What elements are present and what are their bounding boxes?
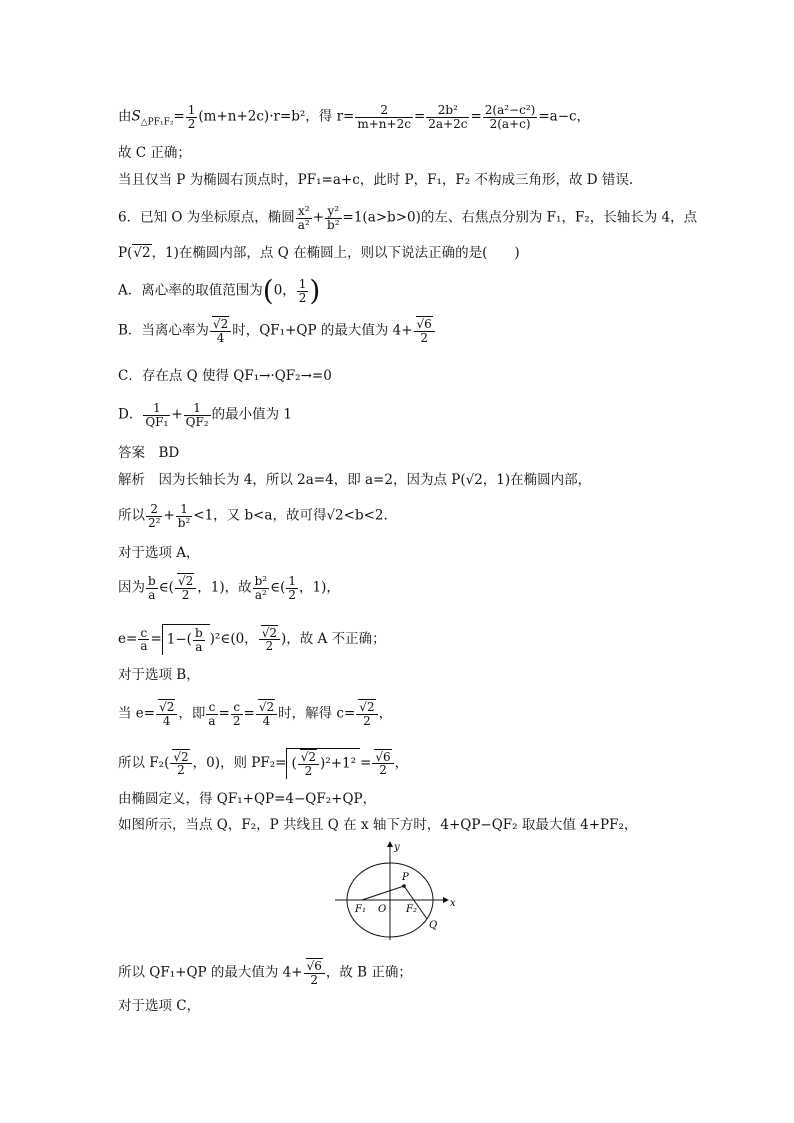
text: 时，QF₁+QP 的最大值为 4+: [232, 322, 413, 339]
text: ∈(0，: [220, 631, 258, 648]
sqrt: √ 2: [258, 699, 275, 714]
fraction: [253, 575, 270, 601]
text: 6．已知 O 为坐标原点，椭圆: [118, 209, 295, 226]
text: 2: [363, 713, 371, 728]
text: 2: [181, 587, 190, 602]
text: ，故 B 正确；: [325, 964, 412, 981]
text: x²: [296, 205, 312, 219]
text: b: [148, 574, 156, 588]
text: b: [194, 626, 203, 640]
text: 2: [298, 290, 307, 305]
text: 1−(: [166, 631, 192, 648]
text: y²: [325, 205, 342, 219]
text: 2: [146, 503, 162, 517]
text: 2(a+c): [489, 116, 531, 131]
solution-line: [118, 503, 388, 529]
segment-f1p: [362, 886, 404, 900]
sqrt: √ 2: [158, 699, 175, 714]
text: 1: [143, 402, 170, 416]
text: 时，解得 c=: [278, 705, 356, 722]
sqrt: √ 2: [212, 316, 229, 331]
text: 2: [177, 763, 185, 778]
text: c: [206, 701, 217, 715]
solution-line: [118, 748, 408, 779]
text: (: [262, 274, 274, 308]
text: QF₂: [185, 414, 209, 429]
text: a²: [297, 217, 310, 232]
point-p: [402, 884, 406, 888]
text: =a−c，: [538, 108, 591, 125]
text: B．当离心率为: [118, 322, 209, 339]
text: =: [150, 631, 162, 648]
solution-line: [118, 960, 412, 986]
fraction: [355, 104, 413, 130]
text: =: [413, 108, 426, 125]
text: 的最小值为 1: [211, 406, 292, 423]
text: 2: [355, 104, 413, 118]
text: 2: [187, 116, 196, 131]
fraction: [143, 402, 170, 428]
text: c: [138, 627, 149, 641]
text: 由: [118, 108, 132, 125]
text: =: [470, 108, 482, 125]
fraction: [231, 701, 243, 727]
solution-line: 对于选项 C，: [118, 998, 201, 1014]
fraction: [193, 627, 205, 653]
text: a: [208, 713, 216, 728]
text: )²+1²: [320, 755, 357, 772]
solution-line: 如图所示，当点 Q，F₂，P 共线且 Q 在 x 轴下方时，4+QP−QF₂ 取最大值 4+PF₂，: [118, 817, 638, 833]
fraction: [356, 701, 377, 727]
fraction: [170, 751, 191, 777]
text: (m+n+2c)·r=b²，得 r=: [198, 108, 355, 125]
fraction: [325, 205, 342, 231]
text: 2: [265, 639, 274, 654]
text: =: [360, 755, 372, 772]
text: ，0)，则 PF₂=: [192, 755, 287, 772]
label-p: P: [402, 872, 409, 883]
text: <1，又 b<a，故可得√2<b<2.: [193, 507, 388, 524]
option-d: [118, 402, 292, 428]
text: 1: [187, 103, 196, 117]
text: )，故 A 不正确；: [280, 631, 386, 648]
fraction: [138, 627, 149, 653]
text: )²: [209, 631, 221, 648]
label-f2: F₂: [406, 904, 417, 915]
fraction: [175, 575, 196, 601]
text: +: [163, 507, 175, 524]
fraction: [372, 751, 393, 777]
text: +: [312, 209, 325, 226]
fraction: [296, 205, 312, 231]
paragraph: 故 C 正确；: [118, 145, 191, 161]
text: ，1)在椭圆内部，点 Q 在椭圆上，则以下说法正确的是( ): [151, 245, 520, 261]
fraction: [206, 701, 217, 727]
fraction: [186, 104, 198, 130]
question-6-stem-cont: [118, 243, 520, 263]
formula-line-1: [118, 104, 590, 132]
text: b²: [177, 515, 191, 530]
text: 2: [232, 713, 241, 728]
text: S: [131, 108, 141, 125]
text: 4: [262, 713, 271, 728]
ellipse-figure: [330, 838, 465, 944]
fraction: [483, 104, 538, 130]
text: 因为: [118, 579, 145, 596]
text: 所以 QF₁+QP 的最大值为 4+: [118, 964, 303, 981]
fraction: [304, 960, 325, 986]
label-y: y: [394, 842, 400, 853]
question-6-stem: [118, 205, 697, 231]
text: 1: [298, 277, 307, 291]
solution-line: [118, 701, 392, 727]
text: P(: [118, 245, 133, 261]
sqrt: √ 2: [132, 244, 151, 261]
solution-line: 对于选项 B，: [118, 667, 200, 683]
text: 1: [176, 503, 193, 517]
text: 所以: [118, 507, 145, 524]
fraction: [146, 503, 162, 529]
fraction: [414, 318, 435, 344]
text: 4: [216, 330, 225, 345]
text: ，: [394, 755, 409, 772]
sqrt: √ 2: [172, 749, 189, 764]
text: b²: [327, 217, 340, 232]
sqrt-block: [162, 624, 210, 655]
text: ∈(: [270, 579, 286, 596]
text: QF₁: [145, 414, 169, 429]
text: 2: [288, 587, 297, 602]
fraction: [146, 575, 158, 601]
text: c: [231, 701, 243, 715]
text: 2(a²−c²): [484, 103, 536, 117]
text: 2a+2c: [428, 116, 468, 131]
answer: 答案 BD: [118, 445, 180, 461]
fraction: [259, 627, 280, 653]
sqrt: √ 6: [416, 316, 433, 331]
text: a: [140, 639, 148, 654]
text: ，: [378, 705, 393, 722]
fraction: [184, 402, 211, 428]
sqrt: √ 2: [261, 625, 278, 640]
text: 所以 F₂(: [118, 755, 170, 772]
label-x: x: [450, 898, 456, 909]
text: 0，: [273, 282, 296, 299]
option-a: [118, 274, 321, 308]
label-o: O: [378, 904, 387, 915]
solution-line: 解析 因为长轴长为 4，所以 2a=4，即 a=2，因为点 P(√2，1)在椭圆内部，: [118, 472, 592, 488]
text: △PF₁F₂: [140, 117, 174, 128]
text: +: [171, 406, 183, 423]
fraction: [297, 278, 309, 304]
sqrt: √ 6: [306, 958, 323, 973]
solution-line: 对于选项 A，: [118, 545, 200, 561]
label-q: Q: [429, 920, 438, 931]
fraction: [256, 701, 277, 727]
sqrt-block: [286, 748, 360, 779]
option-b: [118, 318, 436, 344]
fraction: [210, 318, 231, 344]
text: ，即: [178, 705, 206, 722]
text: =: [243, 705, 255, 722]
text: ，1)，: [299, 579, 340, 596]
text: 2: [304, 763, 313, 778]
paragraph: 当且仅当 P 为椭圆右顶点时，PF₁=a+c，此时 P，F₁，F₂ 不构成三角形，故 D 错误.: [118, 172, 634, 188]
text: 1: [184, 402, 211, 416]
fraction: [286, 575, 298, 601]
text: (: [291, 755, 297, 772]
text: a: [195, 639, 203, 654]
text: 2²: [148, 515, 161, 530]
solution-line: [118, 624, 386, 655]
text: =: [218, 705, 230, 722]
text: 2: [310, 972, 319, 987]
solution-line: [118, 575, 340, 601]
sqrt: √ 2: [358, 699, 375, 714]
text: a²: [254, 587, 267, 602]
text: ，1)，故: [197, 579, 252, 596]
fraction: [426, 104, 469, 130]
text: ∈(: [158, 579, 174, 596]
text: 4: [162, 713, 171, 728]
text: D．: [118, 406, 143, 423]
text: 2b²: [426, 104, 469, 118]
text: 2: [379, 763, 387, 778]
text: ): [309, 274, 321, 308]
option-c: C．存在点 Q 使得 QF₁→·QF₂→=0: [118, 368, 332, 384]
fraction: [298, 751, 319, 777]
text: 当 e=: [118, 705, 156, 722]
label-f1: F₁: [355, 904, 366, 915]
text: =: [173, 108, 185, 125]
text: b²: [254, 574, 268, 588]
text: e=: [118, 631, 138, 648]
fraction: [156, 701, 177, 727]
text: a: [148, 587, 156, 602]
text: 2: [420, 330, 428, 345]
text: A．离心率的取值范围为: [118, 282, 263, 299]
sqrt: √ 2: [300, 749, 317, 764]
solution-line: 由椭圆定义，得 QF₁+QP=4−QF₂+QP，: [118, 791, 377, 807]
text: 1: [288, 574, 297, 588]
fraction: [176, 503, 193, 529]
text: m+n+2c: [357, 116, 411, 131]
text: =1(a>b>0)的左、右焦点分别为 F₁，F₂，长轴长为 4，点: [342, 209, 698, 226]
sqrt: √ 2: [177, 573, 194, 588]
sqrt: √ 6: [374, 749, 391, 764]
